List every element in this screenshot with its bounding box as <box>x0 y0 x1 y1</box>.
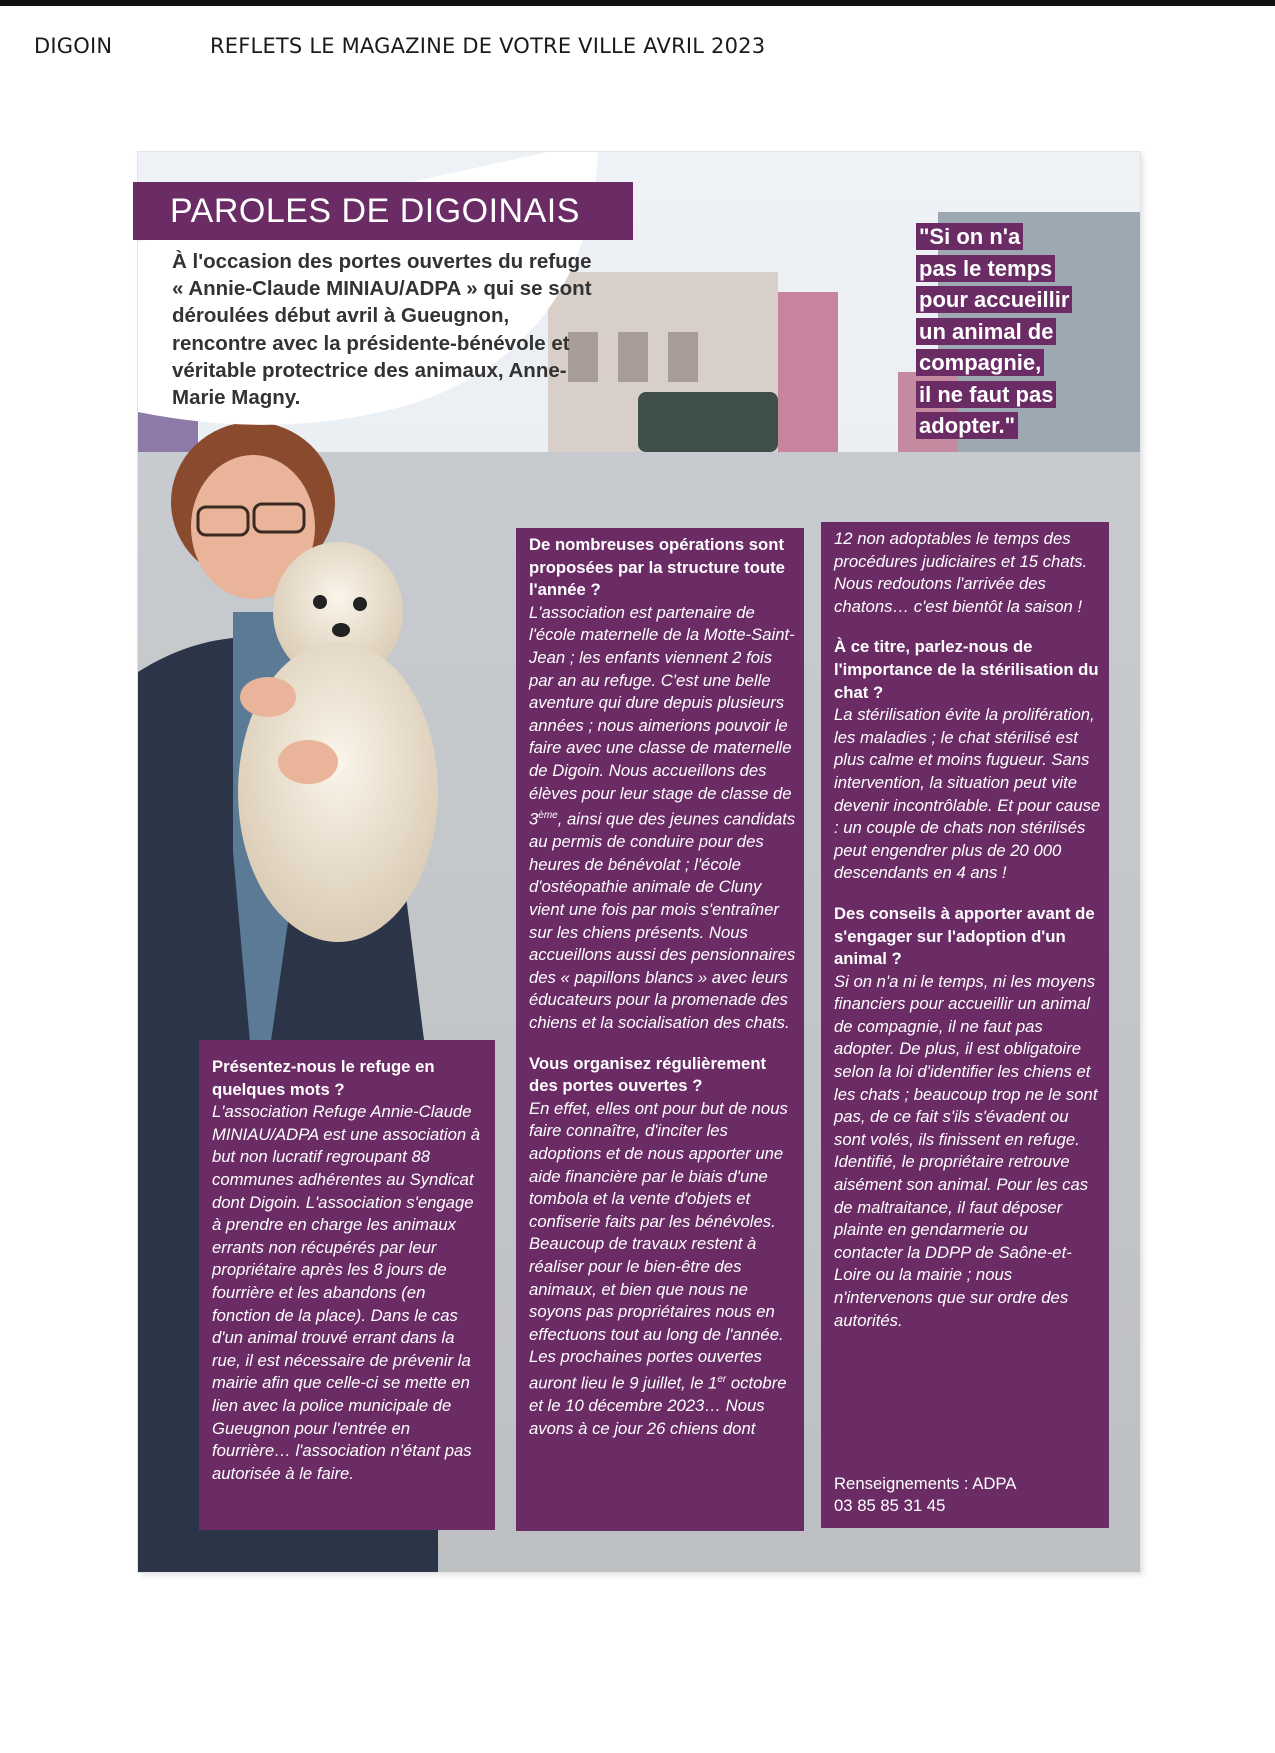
answer-text: En effet, elles ont pour but de nous faire connaître, d'inciter les adoptions et de nous apporter une aide financière par le biais d'une tombola et la vente d'objets et confiserie faits par les bénévoles. Beaucoup de travaux restent à réaliser pour le bien-être des animaux, et bien que nous ne soyons pas propriétaires nous en effectuons tout au long de l'année. Les prochaines portes ouvertes auront lieu le 9 juillet, le 1er octobre et le 10 décembre 2023… Nous avons à ce jour 26 chiens dont <box>529 1098 788 1438</box>
header-town: DIGOIN <box>34 34 113 58</box>
section-title: PAROLES DE DIGOINAIS <box>133 182 633 240</box>
column-2 <box>516 528 804 1531</box>
pull-quote <box>916 221 1076 442</box>
top-rule <box>0 0 1275 6</box>
quote-line: pas le temps <box>916 255 1055 282</box>
contact-label: Renseignements : ADPA <box>834 1473 1017 1493</box>
question-heading: Vous organisez régulièrement des portes ouvertes ? <box>529 1053 767 1096</box>
contact-phone: 03 85 85 31 45 <box>834 1496 946 1516</box>
quote-line: adopter." <box>916 412 1018 439</box>
answer-text: Si on n'a ni le temps, ni les moyens financiers pour accueillir un animal de compagnie, il ne faut pas adopter. De plus, il est obligatoire selon la loi d'identifier les chiens et les chats ; beaucoup trop ne le sont pas, de ce fait s'ils s'évadent ou sont volés, ils finissent en refuge. Identifié, le propriétaire retrouve aisément son animal. Pour les cas de maltraitance, il faut déposer plainte en gendarmerie ou contacter la DDPP de Saône-et-Loire ou la mairie ; nous n'intervenons que sur ordre des autorités. <box>834 971 1098 1330</box>
answer-text: 12 non adoptables le temps des procédures judiciaires et 15 chats. Nous redoutons l'arrivée des chatons… c'est bientôt la saison ! <box>834 529 1088 616</box>
quote-line: il ne faut pas <box>916 381 1056 408</box>
answer-text: La stérilisation évite la prolifération, les maladies ; le chat stérilisé est plus calme et moins fugueur. Sans intervention, la situation peut vite devenir incontrôlable. Et pour cause : un couple de chats non stérilisés peut engendrer plus de 20 000 descendants en 4 ans ! <box>834 705 1101 883</box>
question-heading: À ce titre, parlez-nous de l'importance de la stérilisation du chat ? <box>834 637 1099 702</box>
question-heading: De nombreuses opérations sont proposées par la structure toute l'année ? <box>529 535 785 600</box>
question-heading: Des conseils à apporter avant de s'engager sur l'adoption d'un animal ? <box>834 903 1095 969</box>
quote-line: pour accueillir <box>916 286 1072 313</box>
quote-line: un animal de <box>916 318 1056 345</box>
contact-info <box>834 1473 1016 1518</box>
question-heading: Présentez-nous le refuge en quelques mots ? <box>212 1057 435 1099</box>
running-header <box>34 34 766 58</box>
column-1 <box>199 1040 495 1530</box>
quote-line: compagnie, <box>916 349 1044 376</box>
column-3 <box>821 522 1109 1528</box>
intro-paragraph: À l'occasion des portes ouvertes du refuge « Annie-Claude MINIAU/ADPA » qui se sont déroulées début avril à Gueugnon, rencontre avec la présidente-bénévole et véritable protectrice des animaux, Anne-Marie Magny. <box>172 250 592 410</box>
answer-text: L'association Refuge Annie-Claude MINIAU/ADPA est une association à but non lucratif regroupant 88 communes adhérentes au Syndicat dont Digoin. L'association s'engage à prendre en charge les animaux errants non récupérés par leur propriétaire après les 8 jours de fourrière et les abandons (en fonction de la place). Dans le cas d'un animal trouvé errant dans la rue, il est nécessaire de prévenir la mairie afin que celle-ci se mette en lien avec la police municipale de Gueugnon pour l'entrée en fourrière… l'association n'étant pas autorisée à le faire. <box>212 1102 481 1483</box>
header-magazine: REFLETS LE MAGAZINE DE VOTRE VILLE AVRIL 2023 <box>210 34 766 58</box>
quote-line: "Si on n'a <box>916 223 1023 250</box>
answer-text: L'association est partenaire de l'école maternelle de la Motte-Saint-Jean ; les enfants viennent 2 fois par an au refuge. C'est une belle aventure qui dure depuis plusieurs années ; nous aimerions pouvoir le faire avec une classe de maternelle de Digoin. Nous accueillons des élèves pour leur stage de classe de 3ème, ainsi que des jeunes candidats au permis de conduire pour des heures de bénévolat ; l'école d'ostéopathie animale de Cluny vient une fois par mois s'entraîner sur les chiens présents. Nous accueillons aussi des pensionnaires des « papillons blancs » avec leurs éducateurs pour la promenade des chiens et la socialisation des chats. <box>529 602 796 1033</box>
